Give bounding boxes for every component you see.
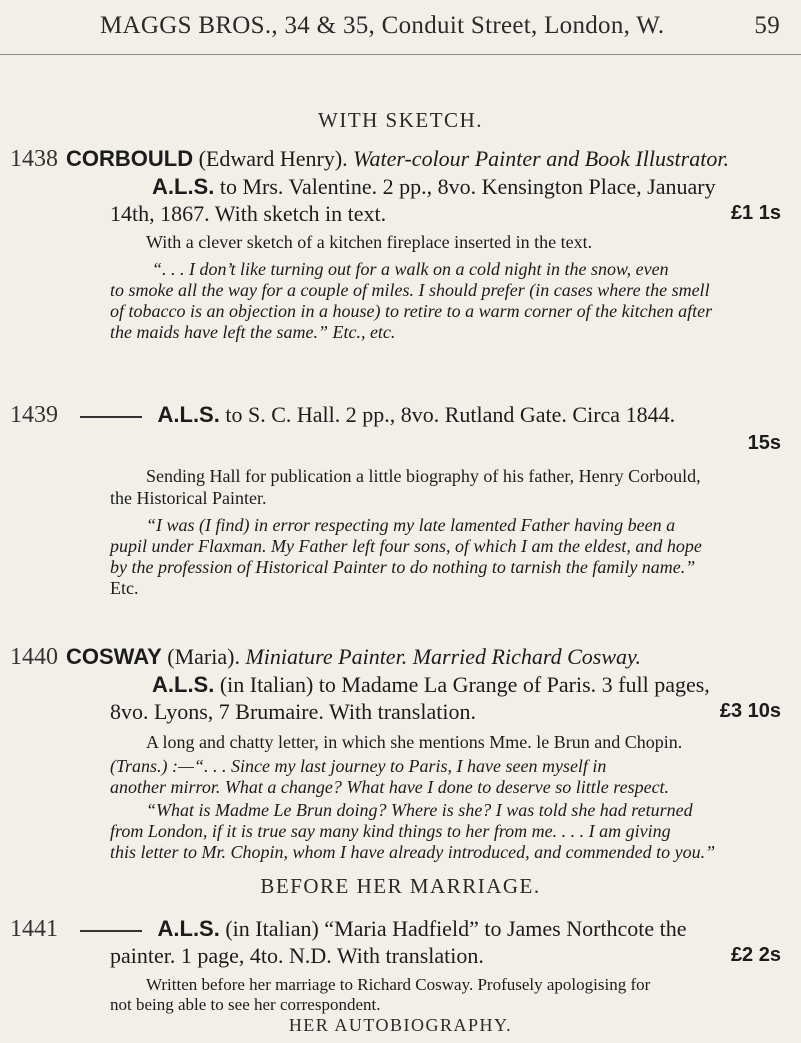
lot-details-line1: (in Italian) to Madame La Grange of Paris. 3 full pages, [219, 672, 710, 697]
lot-als: A.L.S. [157, 402, 220, 427]
lot-description: A long and chatty letter, in which she mentions Mme. le Brun and Chopin. [146, 732, 683, 752]
page-header [100, 12, 780, 40]
lot-number: 1439 [10, 402, 58, 428]
lot-description: (Trans.) :—“. . . Since my last journey to Paris, I have seen myself in [110, 756, 607, 776]
lot-description: from London, if it is true say many kind things to her from me. . . . I am giving [110, 821, 671, 841]
lot-details-line2: painter. 1 page, 4to. N.D. With translation. [110, 943, 484, 968]
lot-price: £2 2s [730, 944, 781, 966]
lot-description: the maids have left the same.” Etc., etc. [110, 322, 396, 342]
ditto-dash [80, 416, 142, 418]
lot-heading [66, 146, 729, 172]
lot-description: by the profession of Historical Painter to do nothing to tarnish the family name.” [110, 557, 696, 577]
lot-details-line1: to S. C. Hall. 2 pp., 8vo. Rutland Gate. Circa 1844. [225, 402, 676, 427]
lot-name: CORBOULD [66, 146, 194, 171]
lot-number: 1440 [10, 644, 58, 670]
lot-description: the Historical Painter. [110, 488, 267, 508]
lot-details-line1: to Mrs. Valentine. 2 pp., 8vo. Kensington Place, January [219, 174, 716, 199]
lot-details [152, 672, 710, 698]
lot-heading [66, 644, 641, 670]
lot-details-line2: 14th, 1867. With sketch in text. [110, 201, 387, 226]
lot-description: pupil under Flaxman. My Father left four sons, of which I am the eldest, and hope [110, 536, 702, 556]
lot-price: £1 1s [730, 202, 781, 224]
section-heading: BEFORE HER MARRIAGE. [260, 874, 541, 898]
lot-description: not being able to see her correspondent. [110, 995, 381, 1014]
lot-role: Water-colour Painter and Book Illustrator. [353, 146, 729, 171]
lot-details [152, 174, 716, 200]
lot-number: 1441 [10, 916, 58, 942]
lot-description: “I was (I find) in error respecting my late lamented Father having been a [146, 515, 676, 535]
lot-description: “. . . I don’t like turning out for a walk on a cold night in the snow, even [152, 259, 669, 279]
lot-person: (Maria). [167, 644, 240, 669]
lot-als: A.L.S. [152, 174, 215, 199]
lot-description: “What is Madme Le Brun doing? Where is she? I was told she had returned [146, 800, 693, 820]
lot-description: Etc. [110, 578, 139, 598]
lot-name: COSWAY [66, 644, 162, 669]
section-heading: WITH SKETCH. [318, 108, 483, 132]
page-number: 59 [754, 12, 780, 39]
lot-details [66, 402, 675, 428]
lot-description: of tobacco is an objection in a house) to retire to a warm corner of the kitchen after [110, 301, 713, 321]
lot-details-line2: 8vo. Lyons, 7 Brumaire. With translation. [110, 699, 476, 724]
header-rule [0, 54, 801, 55]
lot-person: (Edward Henry). [198, 146, 348, 171]
lot-als: A.L.S. [157, 916, 220, 941]
lot-description: Written before her marriage to Richard Cosway. Profusely apologising for [146, 975, 651, 994]
lot-price: 15s [747, 432, 781, 454]
lot-details [66, 916, 687, 942]
ditto-dash [80, 930, 142, 932]
lot-description: to smoke all the way for a couple of miles. I should prefer (in cases where the smell [110, 280, 710, 300]
lot-description: Sending Hall for publication a little biography of his father, Henry Corbould, [146, 466, 701, 486]
lot-description: this letter to Mr. Chopin, whom I have already introduced, and commended to you.” [110, 842, 716, 862]
lot-number: 1438 [10, 146, 58, 172]
lot-description: With a clever sketch of a kitchen fireplace inserted in the text. [146, 232, 593, 252]
lot-description: another mirror. What a change? What have I done to deserve so little respect. [110, 777, 670, 797]
header-title: MAGGS BROS., 34 & 35, Conduit Street, London, W. [100, 12, 665, 39]
lot-details-line1: (in Italian) “Maria Hadfield” to James Northcote the [225, 916, 687, 941]
lot-price: £3 10s [719, 700, 781, 722]
section-heading: HER AUTOBIOGRAPHY. [288, 1015, 513, 1035]
lot-als: A.L.S. [152, 672, 215, 697]
lot-role: Miniature Painter. Married Richard Cosway. [245, 644, 642, 669]
